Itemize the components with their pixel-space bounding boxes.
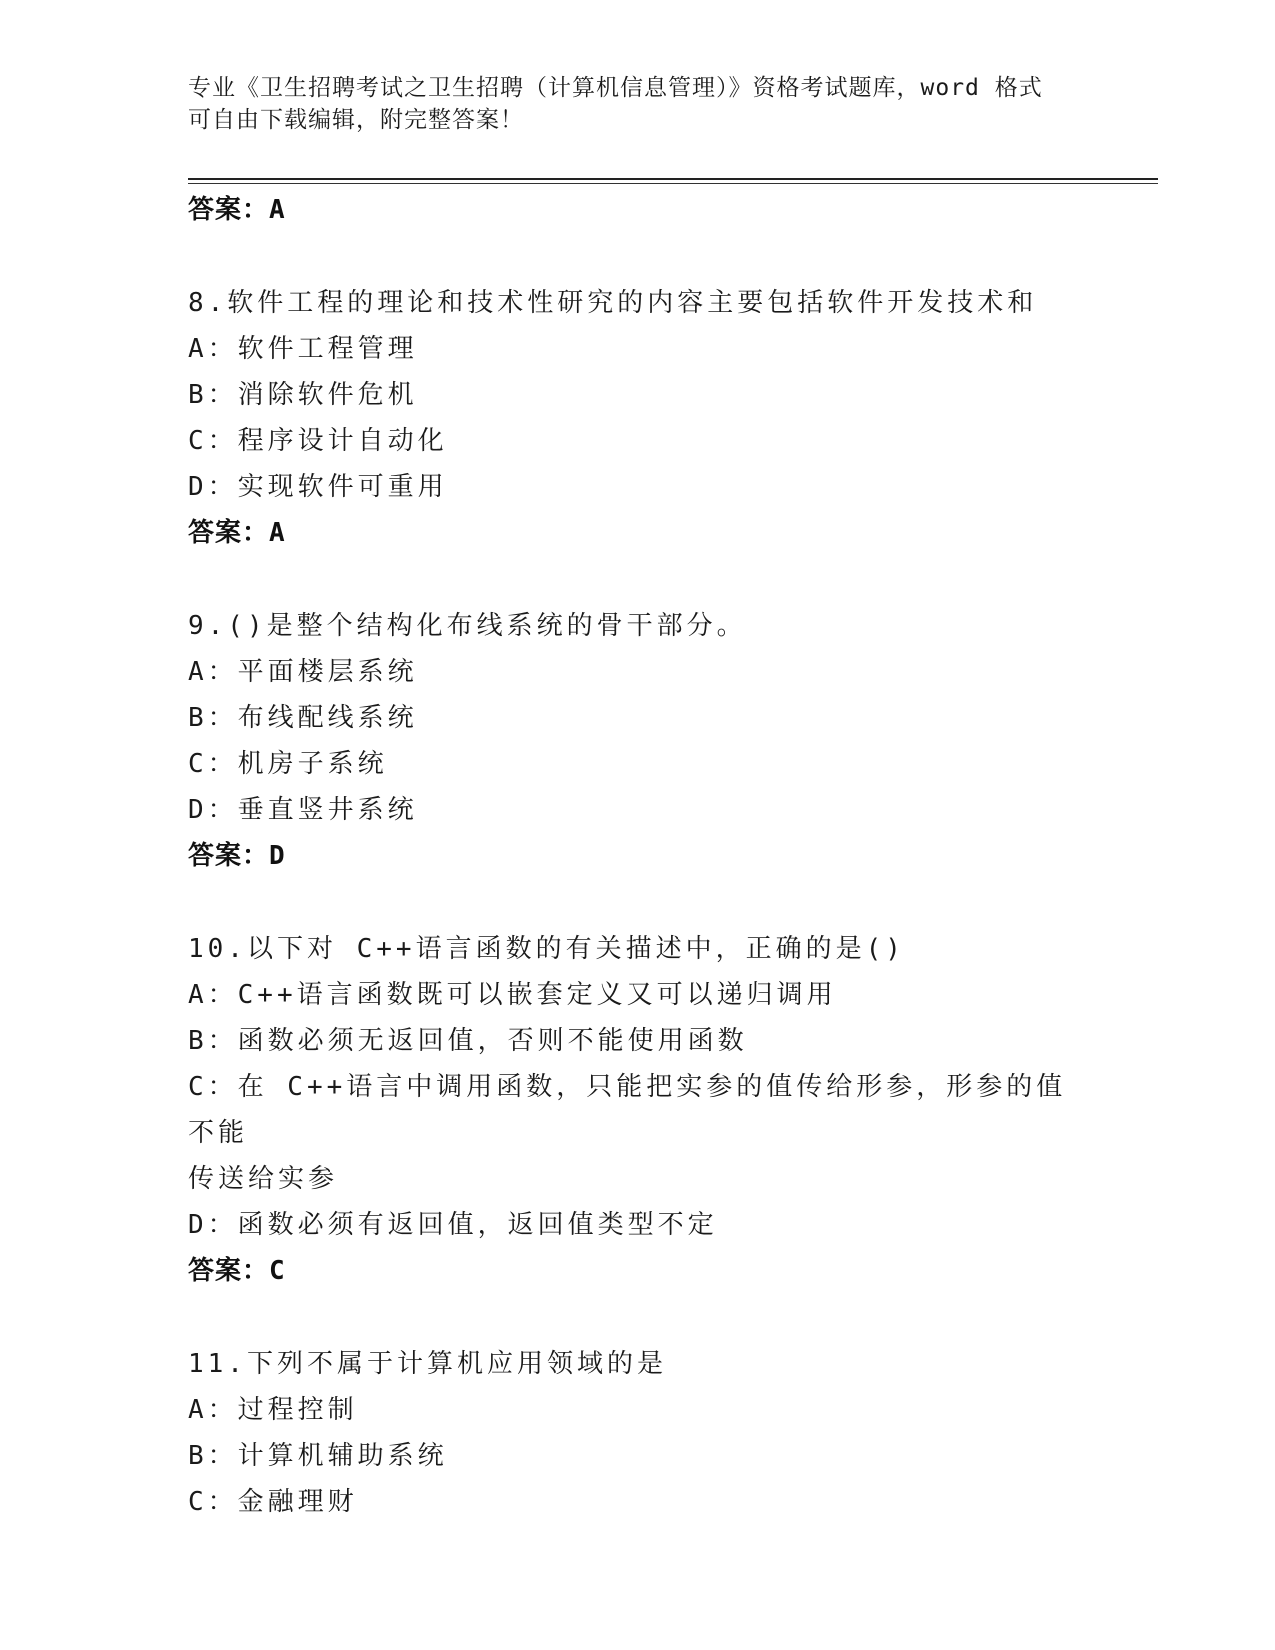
option-d: D：函数必须有返回值，返回值类型不定	[188, 1210, 718, 1240]
question-stem: 9.()是整个结构化布线系统的骨干部分。	[188, 611, 747, 641]
option-a: A：平面楼层系统	[188, 657, 418, 687]
question-10	[188, 926, 1068, 1294]
option-b: B：布线配线系统	[188, 703, 418, 733]
header-divider	[188, 178, 1158, 180]
option-b: B：消除软件危机	[188, 380, 418, 410]
answer: 答案：C	[188, 1256, 286, 1286]
header-line-1: 专业《卫生招聘考试之卫生招聘（计算机信息管理）》资格考试题库，word 格式	[188, 75, 1043, 101]
option-c: C：机房子系统	[188, 749, 388, 779]
question-list	[188, 187, 1068, 1525]
option-c-continued: 传送给实参	[188, 1164, 339, 1194]
option-a: A：软件工程管理	[188, 334, 418, 364]
question-9	[188, 603, 1068, 879]
option-b: B：函数必须无返回值，否则不能使用函数	[188, 1026, 748, 1056]
previous-answer: 答案：A	[188, 195, 286, 225]
question-8	[188, 280, 1068, 556]
option-d: D：垂直竖井系统	[188, 795, 418, 825]
option-a: A：过程控制	[188, 1395, 358, 1425]
question-11	[188, 1341, 1068, 1525]
document-header	[188, 72, 1068, 136]
question-stem: 8.软件工程的理论和技术性研究的内容主要包括软件开发技术和	[188, 288, 1038, 318]
answer: 答案：A	[188, 518, 286, 548]
option-b: B：计算机辅助系统	[188, 1441, 448, 1471]
option-c: C：金融理财	[188, 1487, 358, 1517]
header-line-2: 可自由下载编辑，附完整答案！	[188, 107, 524, 133]
header-divider-thin	[188, 183, 1158, 184]
answer: 答案：D	[188, 841, 286, 871]
question-stem: 11.下列不属于计算机应用领域的是	[188, 1349, 667, 1379]
option-d: D：实现软件可重用	[188, 472, 448, 502]
option-a: A：C++语言函数既可以嵌套定义又可以递归调用	[188, 980, 837, 1010]
question-stem: 10.以下对 C++语言函数的有关描述中，正确的是()	[188, 934, 905, 964]
option-c: C：程序设计自动化	[188, 426, 448, 456]
option-c: C：在 C++语言中调用函数，只能把实参的值传给形参，形参的值不能	[188, 1072, 1067, 1148]
